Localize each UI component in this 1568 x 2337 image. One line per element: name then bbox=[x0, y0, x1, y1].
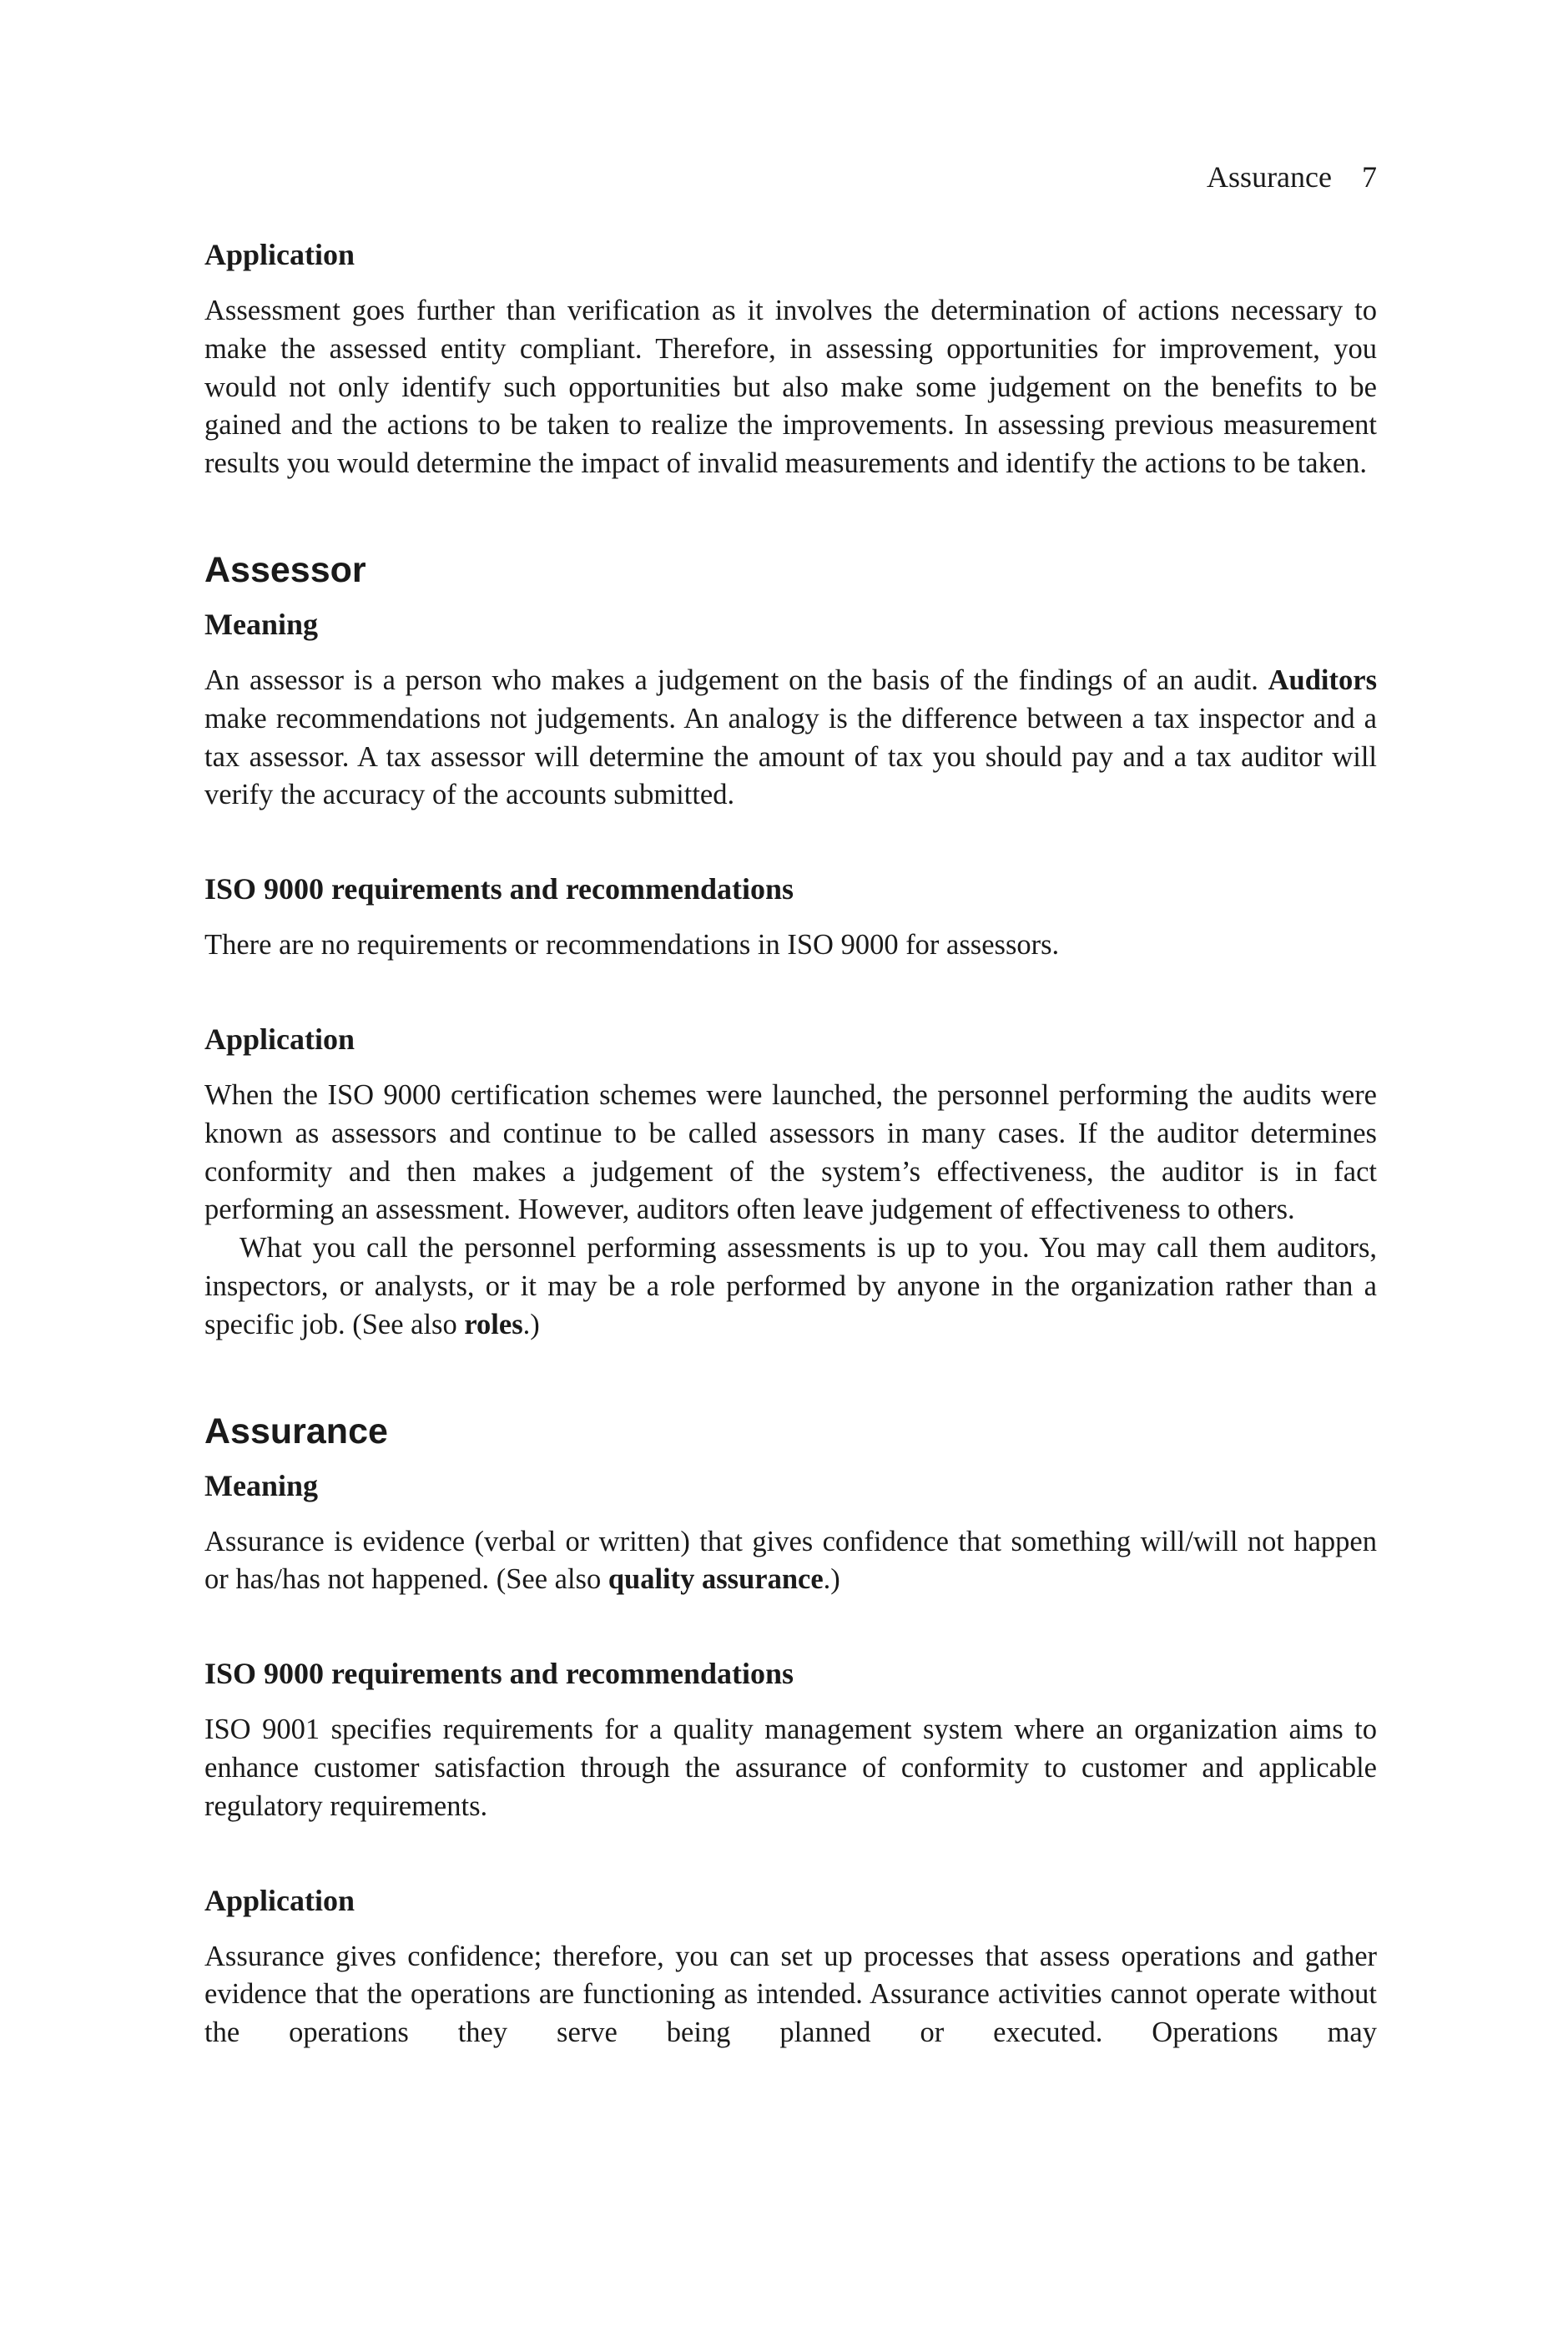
requirements-heading: ISO 9000 requirements and recommendations bbox=[204, 1657, 794, 1691]
application-heading: Application bbox=[204, 238, 355, 271]
application-heading: Application bbox=[204, 1883, 355, 1917]
meaning-paragraph: An assessor is a person who makes a judgement on the basis of the findings of an audit. Auditors make recommendations not judgements. An analogy is the difference between a tax inspector and a tax assessor. A tax assessor will determine the amount of tax you should pay and a tax auditor will verify the accuracy of the accounts submitted. bbox=[204, 664, 1377, 811]
cross-reference-term: quality assurance bbox=[608, 1563, 824, 1596]
meaning-paragraph: Assurance is evidence (verbal or written) that gives confidence that something will/will not happen or has/has not happened. (See also quality assurance.) bbox=[204, 1525, 1377, 1596]
application-paragraph: What you call the personnel performing assessments is up to you. You may call them auditors, inspectors, or analysts, or it may be a role performed by anyone in the organization rather than a specific job. (See also roles.) bbox=[204, 1232, 1377, 1340]
section-title-assurance: Assurance bbox=[204, 1411, 388, 1451]
page-body bbox=[204, 235, 1377, 2052]
cross-reference-term: Auditors bbox=[1268, 664, 1377, 696]
section-title-assessor: Assessor bbox=[204, 549, 366, 590]
meaning-heading: Meaning bbox=[204, 607, 319, 641]
cross-reference-term: roles bbox=[464, 1308, 523, 1340]
requirements-paragraph: There are no requirements or recommendations in ISO 9000 for assessors. bbox=[204, 929, 1060, 962]
requirements-paragraph: ISO 9001 specifies requirements for a quality management system where an organization aims to enhance customer satisfaction through the assurance of conformity to customer and applicable regulatory requirements. bbox=[204, 1714, 1377, 1822]
running-head bbox=[204, 159, 1377, 195]
application-heading: Application bbox=[204, 1022, 355, 1056]
requirements-heading: ISO 9000 requirements and recommendations bbox=[204, 872, 794, 906]
application-paragraph: Assessment goes further than verification as it involves the determination of actions necessary to make the assessed entity compliant. Therefore, in assessing opportunities for improvement, you would not only identify such opportunities but also make some judgement on the benefits to be gained and the actions to be taken to realize the improvements. In assessing previous measurement results you would determine the impact of invalid measurements and identify the actions to be taken. bbox=[204, 295, 1377, 480]
page-number: 7 bbox=[1362, 160, 1377, 194]
application-paragraph: When the ISO 9000 certification schemes were launched, the personnel performing the audits were known as assessors and continue to be called assessors in many cases. If the auditor determines conformity and then makes a judgement of the system’s effectiveness, the auditor is in fact performing an assessment. However, auditors often leave judgement of effectiveness to others. bbox=[204, 1078, 1377, 1226]
application-paragraph: Assurance gives confidence; therefore, you can set up processes that assess operations and gather evidence that the operations are functioning as intended. Assurance activities cannot operate without the operations they serve being planned or executed. Operations may bbox=[204, 1940, 1377, 2049]
running-title: Assurance bbox=[1207, 160, 1332, 194]
meaning-heading: Meaning bbox=[204, 1468, 319, 1502]
